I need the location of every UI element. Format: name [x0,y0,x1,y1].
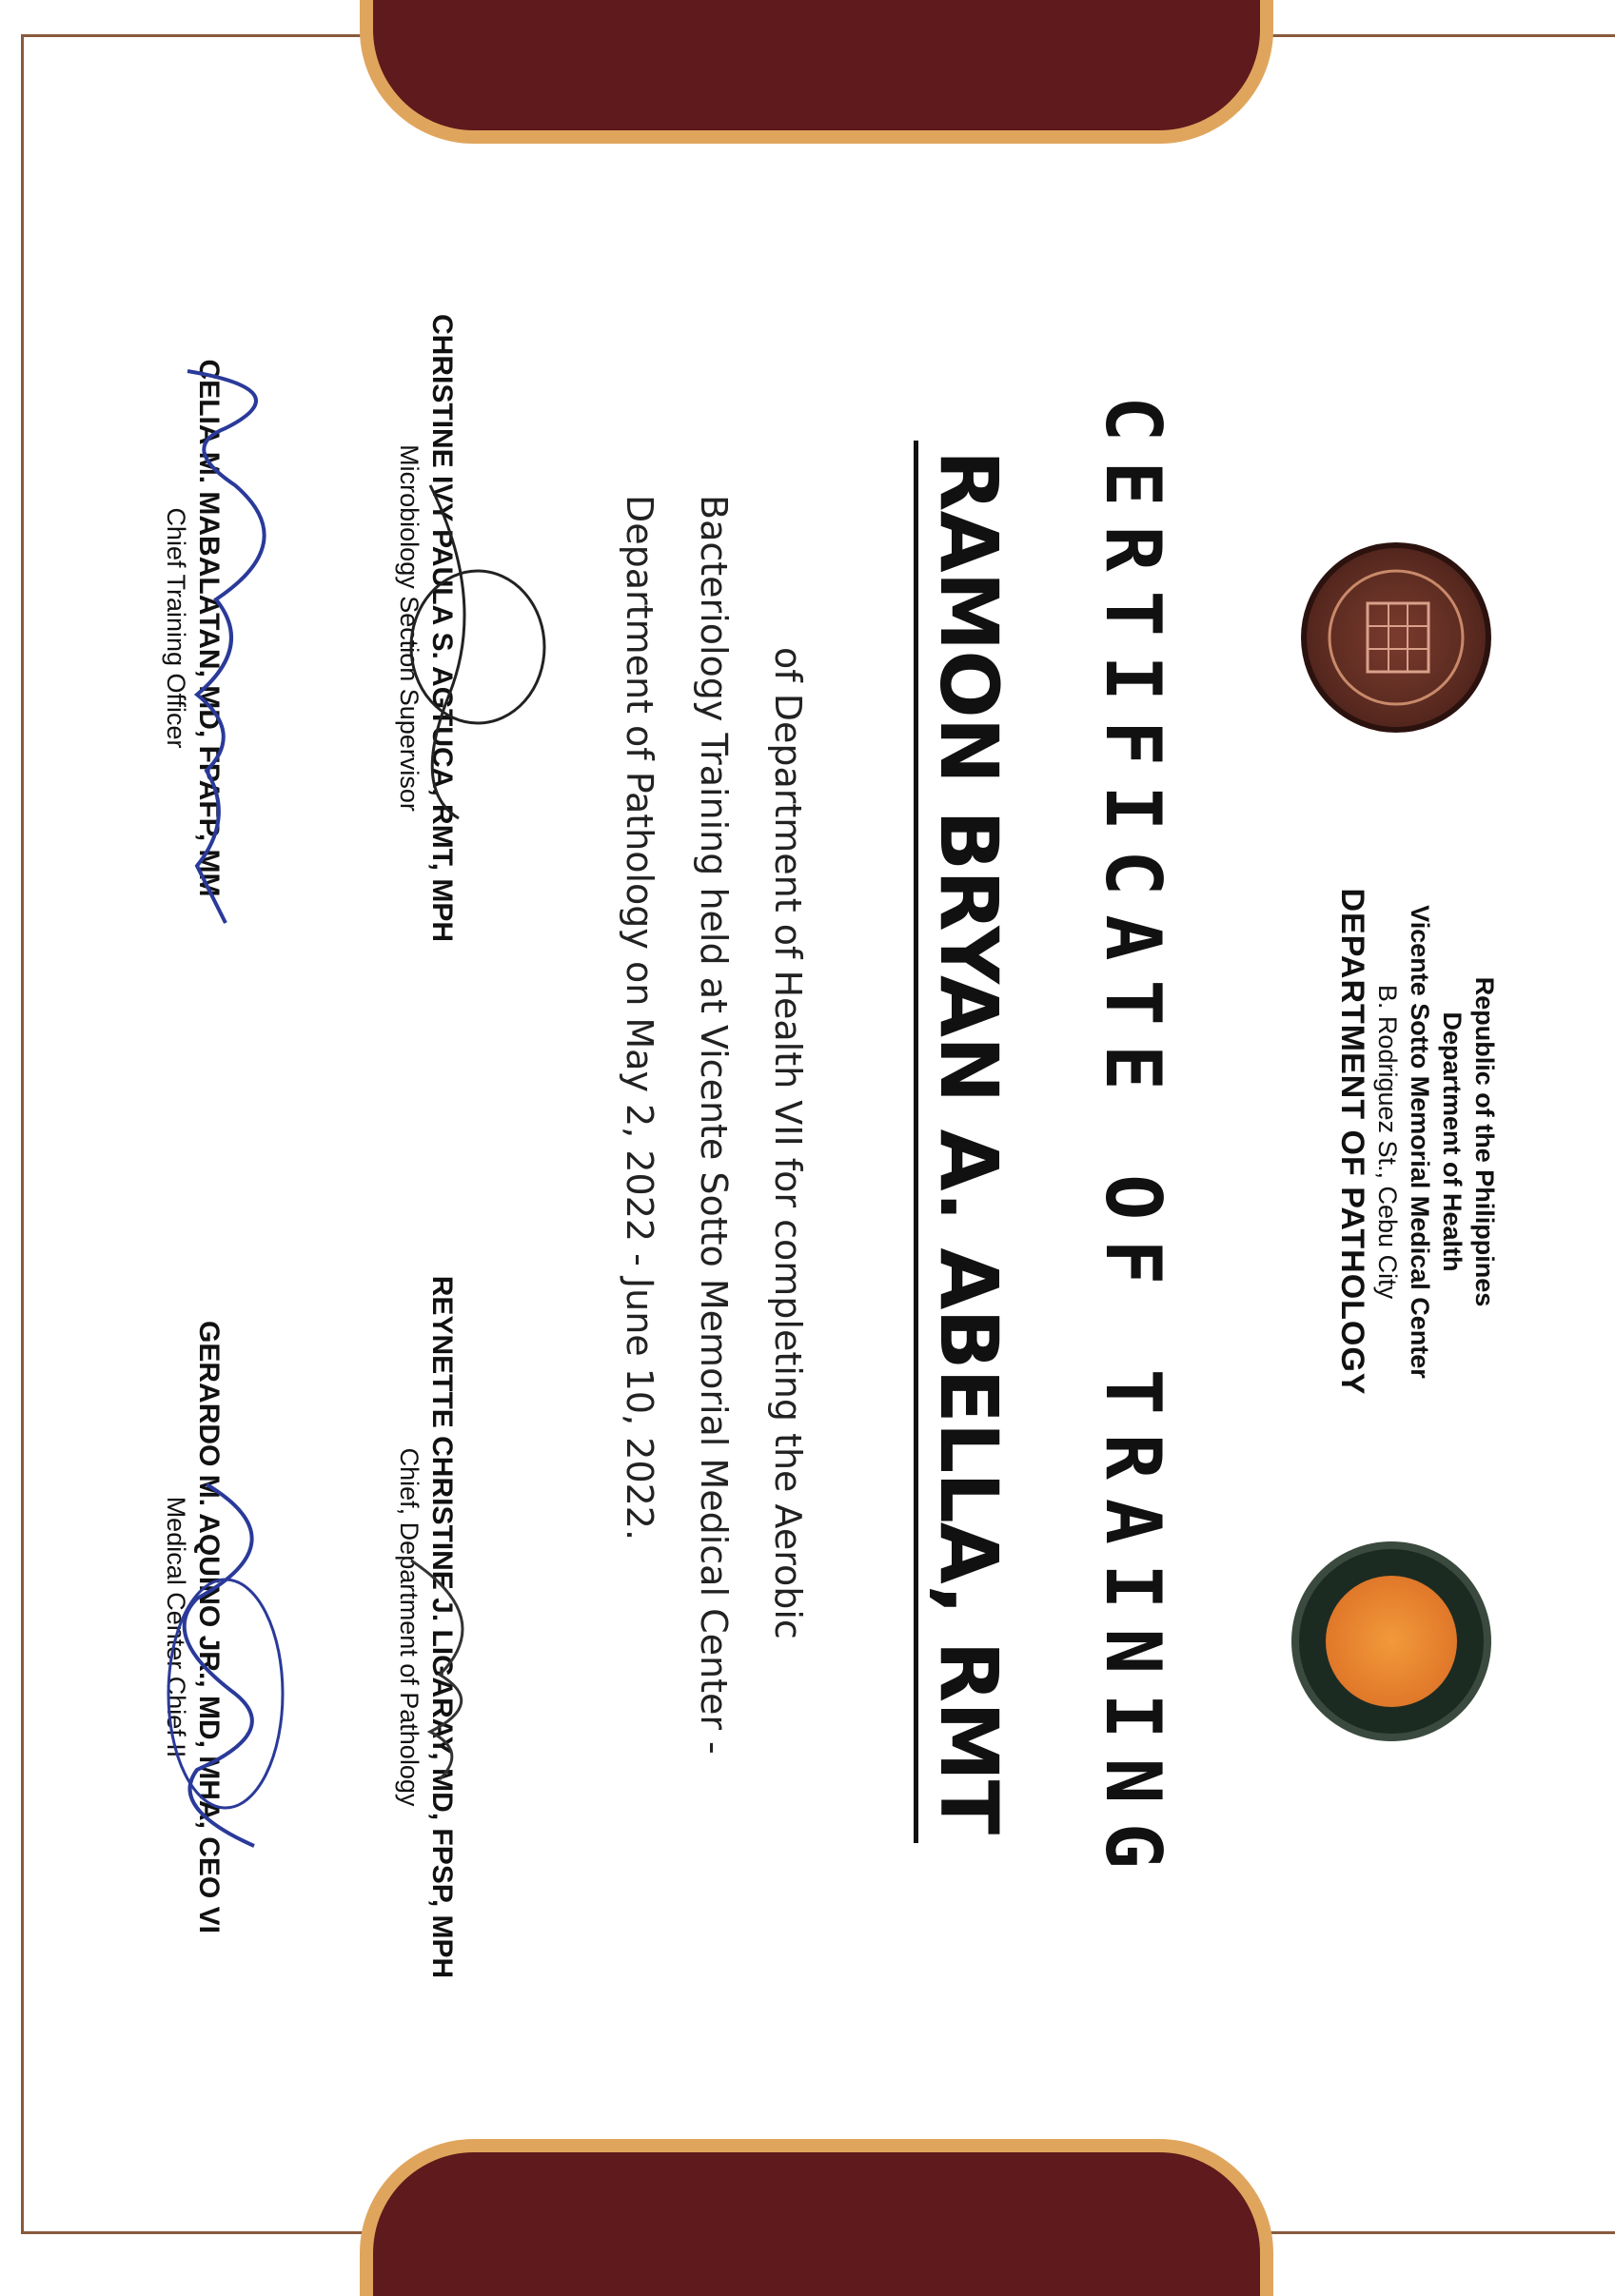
recipient-name-wrapper [914,0,1015,2284]
signatory-name: CHRISTINE IVY PAULA S. AGTUCA, RMT, MPH [426,313,458,943]
pathology-seal-icon [1291,1541,1491,1741]
signatory-aquino [161,1199,226,2055]
signatory-role: Chief Training Officer [162,507,190,749]
signatory-role: Microbiology Section Supervisor [395,444,423,812]
signatory-agtuca [394,200,459,1056]
signatory-name: REYNETTE CHRISTINE J. LIGARAY, MD, FPSP, MPH [426,1275,458,1979]
institution-header [1333,809,1501,1475]
signatory-role: Chief, Department of Pathology [395,1447,423,1807]
header-address: B. Rodriguez St., Cebu City [1373,984,1402,1300]
header-dept-name: DEPARTMENT OF PATHOLOGY [1334,888,1370,1396]
signatory-name: CELIA M. MABALATAN, MD, FPAFP, MM [193,359,225,897]
header-republic: Republic of the Philippines [1470,976,1499,1307]
header-center: Vicente Sotto Memorial Medical Center [1406,905,1434,1379]
doh-seal-icon [1301,542,1491,733]
signatory-role: Medical Center Chief II [162,1496,190,1758]
header-department: Department of Health [1438,1011,1467,1272]
recipient-name: RAMON BRYAN A. ABELLA, RMT [914,441,1015,1843]
signatory-ligaray [394,1199,459,2055]
certificate-body: of Department of Health VII for completing the Aerobic Bacteriology Training held at Vicente Sotto Memorial Medical Center - Department of Pathology on May 2, 2022 - June 10, 2022. [619,495,809,1755]
signatory-mabalatan [161,200,226,1056]
certificate-title: CERTIFICATE OF TRAINING [1089,396,1177,1888]
signatory-name: GERARDO M. AQUINO JR., MD, MHA, CEO VI [193,1321,225,1933]
